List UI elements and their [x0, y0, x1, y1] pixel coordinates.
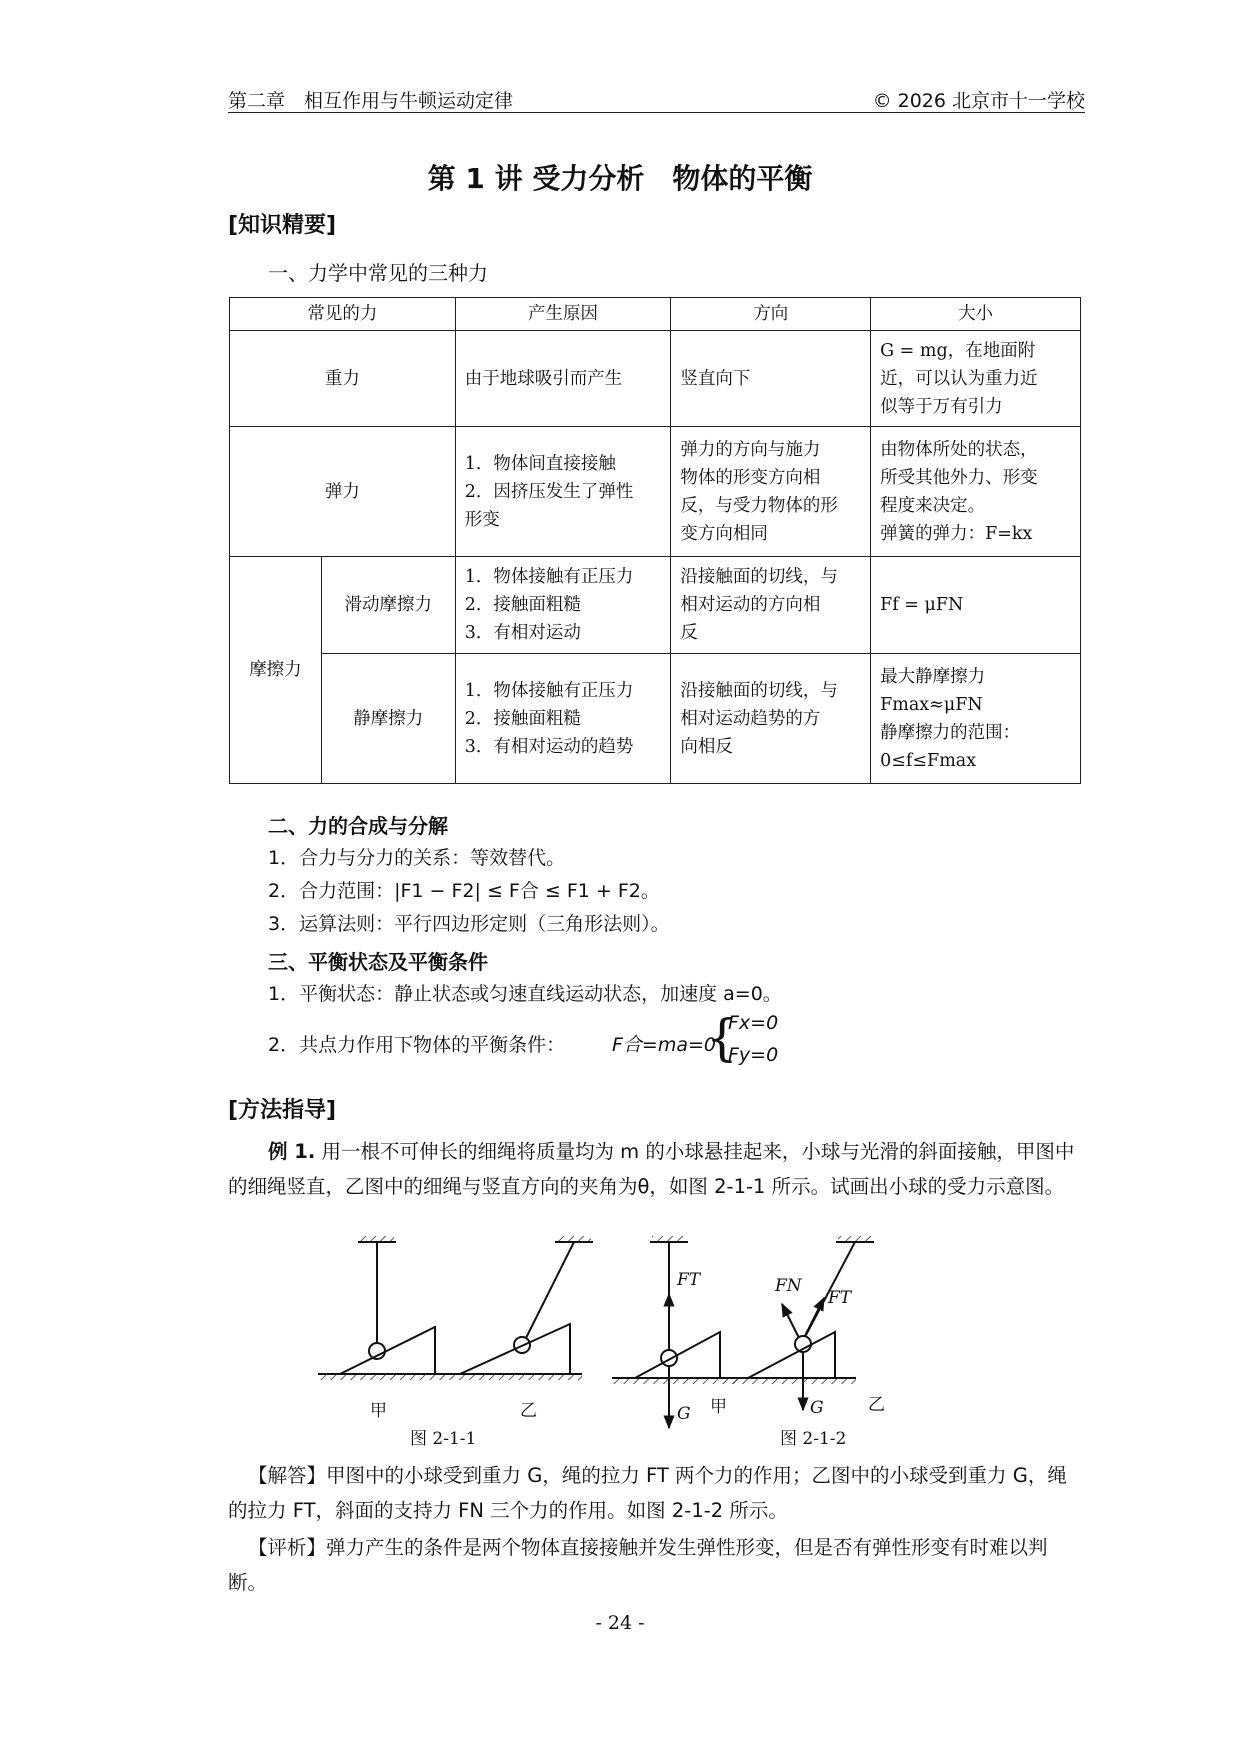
- cell-line: 2．接触面粗糙: [464, 595, 581, 615]
- figure-label-jia-2: 甲: [710, 1397, 727, 1417]
- cell-line: 反: [680, 623, 698, 643]
- table-cell-size: [871, 654, 1081, 784]
- force-label-gravity-yi: G: [810, 1398, 824, 1418]
- table-cell-cause: [455, 427, 671, 557]
- cell-line: 1．物体间直接接触: [464, 453, 616, 474]
- cell-line: 所受其他外力、形变: [880, 467, 1038, 488]
- cell-line: Fmax≈μFN: [880, 694, 983, 715]
- section-heading-method: [方法指导]: [228, 1098, 337, 1123]
- cell-line: 由物体所处的状态，: [880, 439, 1038, 460]
- list-item: 2．共点力作用下物体的平衡条件：: [268, 1034, 566, 1056]
- cell-line: 反，与受力物体的形: [680, 495, 838, 516]
- cell-line: 3．有相对运动: [464, 623, 581, 643]
- cell-line: 相对运动的方向相: [680, 595, 821, 615]
- answer-text: 甲图中的小球受到重力 G，绳的拉力 FT 两个力的作用；乙图中的小球受到重力 G，绳的拉力 FT，斜面的支持力 FN 三个力的作用。如图 2-1-2 所示。: [228, 1464, 1067, 1522]
- force-label-normal-yi: FN: [775, 1276, 802, 1296]
- table-cell-cause: [455, 557, 671, 654]
- cell-line: 沿接触面的切线，与: [680, 567, 838, 587]
- table-cell-size: [871, 331, 1081, 427]
- figure-yi: [450, 1236, 593, 1380]
- analysis-text: 弹力产生的条件是两个物体直接接触并发生弹性形变，但是否有弹性形变有时难以判断。: [228, 1536, 1048, 1594]
- cell-line: 最大静摩擦力: [880, 666, 986, 687]
- cell-line: 0≤f≤Fmax: [880, 750, 977, 771]
- answer-label: 【解答】: [248, 1464, 327, 1487]
- cell-line: 弹簧的弹力：F=kx: [880, 523, 1033, 544]
- answer-paragraph: [228, 1458, 1084, 1528]
- cell-line: 相对运动趋势的方: [680, 708, 821, 729]
- table-cell-force-name: 弹力: [230, 427, 456, 557]
- condition-fy: Fy=0: [728, 1044, 779, 1066]
- table-cell-cause: [455, 654, 671, 784]
- condition-fx: Fx=0: [728, 1012, 779, 1034]
- table-row-static-friction: [230, 654, 1081, 784]
- table-cell-force-name: 重力: [230, 331, 456, 427]
- table-header-cell: 方向: [671, 298, 871, 331]
- cell-line: 似等于万有引力: [880, 396, 1003, 417]
- cell-line: 1．物体接触有正压力: [464, 680, 634, 701]
- running-header-chapter: 第二章 相互作用与牛顿运动定律: [228, 90, 514, 112]
- cell-line: 弹力的方向与施力: [680, 439, 821, 460]
- table-cell-size: Ff = μFN: [871, 557, 1081, 654]
- table-cell-subtype: 静摩擦力: [321, 654, 455, 784]
- figure-label-yi-2: 乙: [868, 1395, 885, 1415]
- table-row-gravity: [230, 331, 1081, 427]
- list-item: 3．运算法则：平行四边形定则（三角形法则）。: [268, 913, 670, 935]
- cell-line: 2．接触面粗糙: [464, 708, 581, 729]
- subsection-equilibrium: 三、平衡状态及平衡条件: [268, 950, 488, 974]
- force-diagrams: [300, 1232, 1100, 1442]
- list-item: 1．平衡状态：静止状态或匀速直线运动状态，加速度 a=0。: [268, 983, 782, 1005]
- table-row-elastic: [230, 427, 1081, 557]
- list-item: 1．合力与分力的关系：等效替代。: [268, 847, 566, 869]
- table-row-sliding-friction: [230, 557, 1081, 654]
- table-cell-direction: [671, 557, 871, 654]
- brace-symbol: {: [706, 1009, 738, 1067]
- table-header-row: [230, 298, 1081, 331]
- example-label: 例 1.: [268, 1140, 316, 1163]
- table-cell-size: [871, 427, 1081, 557]
- header-rule: [228, 112, 1085, 113]
- page-number: - 24 -: [595, 1612, 645, 1634]
- cell-line: 静摩擦力的范围：: [880, 722, 1021, 743]
- table-header-cell: 常见的力: [230, 298, 456, 331]
- figure-caption-2-1-1: 图 2-1-1: [410, 1429, 477, 1449]
- figure-jia: [318, 1236, 450, 1380]
- cell-line: 2．因挤压发生了弹性: [464, 481, 634, 502]
- equilibrium-formula: F合=ma=0: [612, 1034, 717, 1056]
- example-text: 用一根不可伸长的细绳将质量均为 m 的小球悬挂起来，小球与光滑的斜面接触，甲图中的细绳竖直，乙图中的细绳与竖直方向的夹角为θ，如图 2-1-1 所示。试画出小球的受力示意图。: [228, 1140, 1075, 1198]
- table-cell-direction: [671, 427, 871, 557]
- subsection-three-forces: 一、力学中常见的三种力: [268, 261, 488, 285]
- cell-line: 物体的形变方向相: [680, 467, 821, 488]
- cell-line: 3．有相对运动的趋势: [464, 736, 634, 757]
- cell-line: 程度来决定。: [880, 495, 986, 516]
- lecture-title: 第 1 讲 受力分析 物体的平衡: [427, 162, 813, 195]
- example-paragraph: [228, 1134, 1084, 1204]
- table-cell-subtype: 滑动摩擦力: [321, 557, 455, 654]
- table-header-cell: 产生原因: [455, 298, 671, 331]
- table-cell-direction: [671, 654, 871, 784]
- table-cell-direction: 竖直向下: [671, 331, 871, 427]
- figure-label-jia: 甲: [370, 1401, 387, 1421]
- list-item: 2．合力范围：|F1 − F2| ≤ F合 ≤ F1 + F2。: [268, 880, 660, 902]
- analysis-paragraph: [228, 1530, 1084, 1600]
- subsection-composition: 二、力的合成与分解: [268, 814, 448, 838]
- force-label-gravity-jia: G: [677, 1404, 691, 1424]
- figure-label-yi: 乙: [520, 1401, 537, 1421]
- cell-line: 1．物体接触有正压力: [464, 567, 634, 587]
- table-cell-cause: 由于地球吸引而产生: [455, 331, 671, 427]
- cell-line: 变方向相同: [680, 523, 768, 544]
- figure-caption-2-1-2: 图 2-1-2: [780, 1429, 847, 1449]
- force-label-tension-jia: FT: [677, 1270, 701, 1290]
- force-label-tension-yi: FT: [828, 1288, 852, 1308]
- cell-line: 沿接触面的切线，与: [680, 680, 838, 701]
- figure-yi-forces: [730, 1236, 874, 1410]
- table-cell-force-name: 摩擦力: [230, 557, 322, 784]
- cell-line: G = mg，在地面附: [880, 340, 1036, 361]
- forces-table: [229, 297, 1081, 784]
- table-header-cell: 大小: [871, 298, 1081, 331]
- running-header-school: © 2026 北京市十一学校: [872, 90, 1085, 112]
- analysis-label: 【评析】: [248, 1536, 327, 1559]
- cell-line: 近，可以认为重力近: [880, 368, 1038, 389]
- section-heading-knowledge: [知识精要]: [228, 213, 337, 238]
- cell-line: 向相反: [680, 736, 733, 757]
- cell-line: 形变: [464, 509, 500, 530]
